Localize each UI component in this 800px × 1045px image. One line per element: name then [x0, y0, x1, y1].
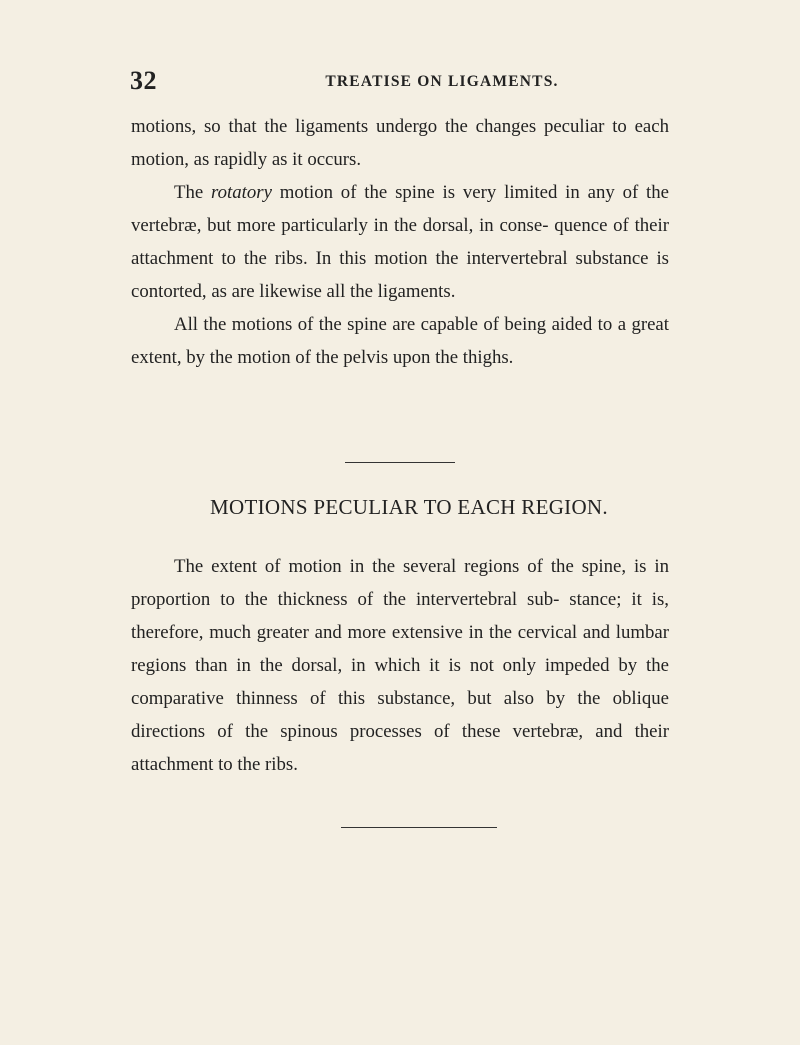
end-rule	[341, 827, 497, 828]
running-head: TREATISE ON LIGAMENTS.	[325, 73, 559, 90]
page-number: 32	[130, 66, 157, 95]
section-divider-rule	[345, 462, 455, 463]
paragraph-rotatory-start: The	[174, 182, 212, 203]
paragraph-rotatory	[131, 176, 669, 308]
italic-term: rotatory	[211, 182, 272, 203]
body-text-top	[131, 110, 669, 374]
paragraph-pelvis: All the motions of the spine are capable of being aided to a great extent, by the motion of the pelvis upon the thighs.	[131, 314, 669, 368]
paragraph-continuation: motions, so that the ligaments undergo the changes peculiar to each motion, as rapidly as it occurs.	[131, 116, 669, 170]
paragraph-extent: The extent of motion in the several regions of the spine, is in proportion to the thickness of the intervertebral sub- stance; it is, therefore, much greater and more extensive in the cervical and lumbar regions than in the dorsal, in which it is not only impeded by the comparative thinness of this substance, but also by the oblique directions of the spinous processes of these vertebræ, and their attachment to the ribs.	[131, 556, 669, 775]
section-heading: MOTIONS PECULIAR TO EACH REGION.	[210, 495, 608, 519]
paragraph-rotatory-rest: motion of the spine is very limited in any of the vertebræ, but more particularly in the dorsal, in conse- quence of their attachment to the ribs. In this motion the intervertebral substance is contorted, as are likewise all the ligaments.	[131, 182, 669, 302]
body-text-section	[131, 550, 669, 781]
